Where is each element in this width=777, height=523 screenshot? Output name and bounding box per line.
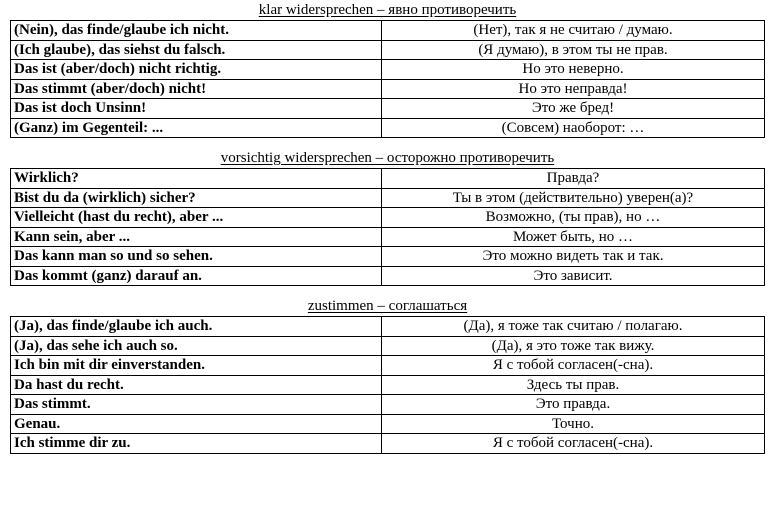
german-phrase: (Ja), das sehe ich auch so. [11,336,382,356]
table-row [11,434,765,454]
russian-translation: (Да), я это тоже так вижу. [382,336,765,356]
german-phrase: Vielleicht (hast du recht), aber ... [11,208,382,228]
table-row [11,395,765,415]
russian-translation: (Да), я тоже так считаю / полагаю. [382,317,765,337]
section-title: klar widersprechen – явно противоречить [258,2,517,18]
german-phrase: Das ist (aber/doch) nicht richtig. [11,60,382,80]
german-phrase: Bist du da (wirklich) sicher? [11,188,382,208]
russian-translation: Но это неверно. [382,60,765,80]
russian-translation: Может быть, но … [382,227,765,247]
table-row [11,266,765,286]
document-page [10,2,765,454]
table-row [11,336,765,356]
german-phrase: Da hast du recht. [11,375,382,395]
german-phrase: Genau. [11,414,382,434]
russian-translation: Правда? [382,169,765,189]
table-row [11,247,765,267]
table-row [11,99,765,119]
russian-translation: Это можно видеть так и так. [382,247,765,267]
phrase-table [10,168,765,286]
table-row [11,21,765,41]
table-row [11,356,765,376]
russian-translation: Ты в этом (действительно) уверен(а)? [382,188,765,208]
table-row [11,227,765,247]
table-row [11,169,765,189]
table-row [11,317,765,337]
german-phrase: Das kann man so und so sehen. [11,247,382,267]
russian-translation: (Нет), так я не считаю / думаю. [382,21,765,41]
table-row [11,40,765,60]
russian-translation: Но это неправда! [382,79,765,99]
russian-translation: (Я думаю), в этом ты не прав. [382,40,765,60]
german-phrase: Das stimmt. [11,395,382,415]
section-clear-disagreement [10,2,765,138]
russian-translation: Я с тобой согласен(-сна). [382,434,765,454]
german-phrase: Das ist doch Unsinn! [11,99,382,119]
table-row [11,188,765,208]
russian-translation: Это же бред! [382,99,765,119]
german-phrase: Das kommt (ganz) darauf an. [11,266,382,286]
german-phrase: Ich stimme dir zu. [11,434,382,454]
section-title: zustimmen – соглашаться [307,298,468,314]
section-title: vorsichtig widersprechen – осторожно противоречить [220,150,555,166]
table-row [11,375,765,395]
russian-translation: Возможно, (ты прав), но … [382,208,765,228]
german-phrase: (Ganz) im Gegenteil: ... [11,118,382,138]
german-phrase: (Nein), das finde/glaube ich nicht. [11,21,382,41]
section-careful-disagreement [10,150,765,286]
table-row [11,79,765,99]
table-row [11,414,765,434]
table-row [11,60,765,80]
russian-translation: Здесь ты прав. [382,375,765,395]
russian-translation: Я с тобой согласен(-сна). [382,356,765,376]
russian-translation: Это правда. [382,395,765,415]
phrase-table [10,20,765,138]
german-phrase: Das stimmt (aber/doch) nicht! [11,79,382,99]
section-agreement [10,298,765,454]
phrase-table [10,316,765,454]
german-phrase: Ich bin mit dir einverstanden. [11,356,382,376]
german-phrase: Kann sein, aber ... [11,227,382,247]
german-phrase: (Ich glaube), das siehst du falsch. [11,40,382,60]
german-phrase: Wirklich? [11,169,382,189]
german-phrase: (Ja), das finde/glaube ich auch. [11,317,382,337]
table-row [11,208,765,228]
russian-translation: Точно. [382,414,765,434]
table-row [11,118,765,138]
russian-translation: Это зависит. [382,266,765,286]
russian-translation: (Совсем) наоборот: … [382,118,765,138]
